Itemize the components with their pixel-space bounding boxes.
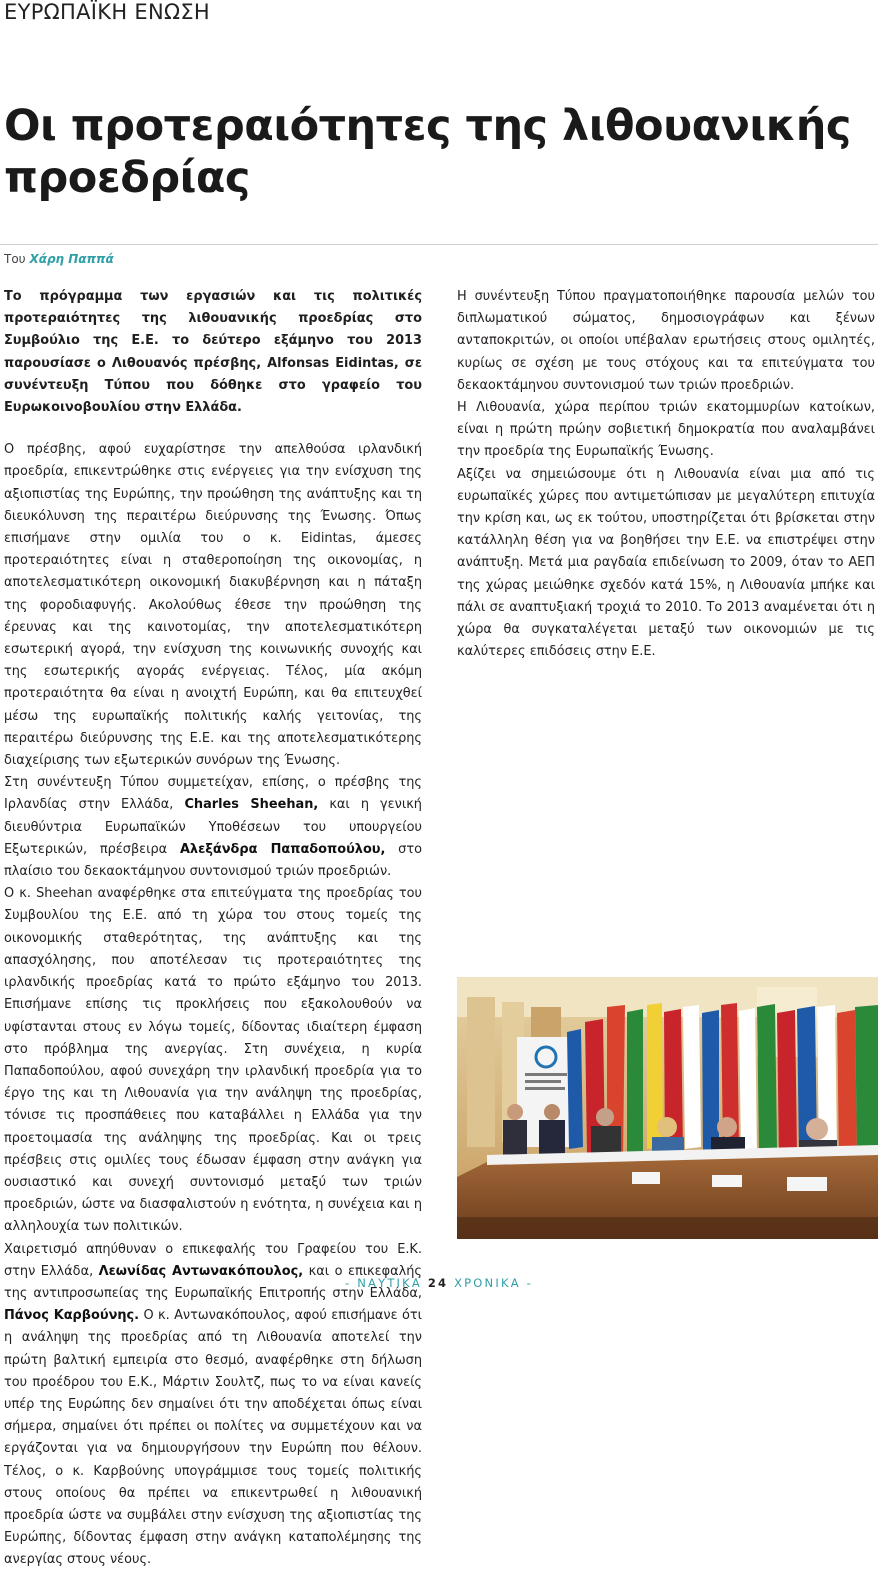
text-run: Ο κ. Αντωνακόπουλος, αφού επισήμανε ότι η ανάληψη της προεδρίας από τη Λιθουανία αποτελεί την πρώτη βαλτική εμπειρία στο θεσμό, αναφέρθηκε στη δήλωση του προέδρου του Ε.Κ., Μάρτιν Σουλτζ, πως το να είναι κανείς υπέρ της Ευρώπης δεν σημαίνει ότι την αποδέχεται όπως είναι σήμερα, σημαίνει ότι πρέπει οι πολίτες να συμμετέχουν και να εργάζονται για να δημιουργήσουν την Ευρώπη που θέλουν. Τέλος, ο κ. Καρβούνης υπογράμμισε τους τομείς πολιτικής στους οποίους θα πρέπει να επικεντρωθεί η λιθουανική προεδρία ώστε να συμβάλει στην ενίσχυση της αξιοπιστίας της Ευρώπης, δίδοντας έμφαση στην ανάγκη καταπολέμησης της ανεργίας στους νέους. <box>4 1308 422 1568</box>
text-run: Στη συνέντευξη Τύπου συμμετείχαν, επίσης, ο πρέσβης της Ιρλανδίας στην Ελλάδα, <box>4 775 422 813</box>
footer-right: ΧΡΟΝΙΚΑ - <box>454 1276 533 1290</box>
paragraph: Η Λιθουανία, χώρα περίπου τριών εκατομμυρίων κατοίκων, είναι η πρώτη πρώην σοβιετική δημοκρατία που αναλαμβάνει την προεδρία της Ευρωπαϊκής Ένωσης. <box>457 400 875 460</box>
paragraph: Αξίζει να σημειώσουμε ότι η Λιθουανία είναι μια από τις ευρωπαϊκές χώρες που αντιμετώπισαν με μεγαλύτερη επιτυχία την κρίση και, ως εκ τούτου, υποστηρίζεται ότι βρίσκεται στην κατάλληλη θέση για να βοηθήσει την Ε.Ε. να επιστρέψει στην ανάπτυξη. Μετά μια ραγδαία επιδείνωση το 2009, όταν το ΑΕΠ της χώρας μειώθηκε σχεδόν κατά 15%, η Λιθουανία μπήκε και πάλι σε αναπτυξιακή τροχιά το 2010. Το 2013 αναμένεται ότι η χώρα θα συγκαταλέγεται μεταξύ των οικονομιών με τις καλύτερες επιδόσεις στην Ε.Ε. <box>457 466 875 660</box>
paragraph: Ο κ. Sheehan αναφέρθηκε στα επιτεύγματα της προεδρίας του Συμβουλίου της Ε.Ε. από τη χώρα του στους τομείς της οικονομικής σταθερότητας, της ανάπτυξης και της απασχόλησης, που αποτέλεσαν τις προτεραιότητες της ιρλανδικής προεδρίας κατά το πρώτο εξάμηνο του 2013. Επισήμανε επίσης τις προκλήσεις που εξακολουθούν να υφίστανται στους εν λόγω τομείς, δίδοντας ιδιαίτερη έμφαση στο πρόβλημα της ανεργίας. Στη συνέχεια, η κυρία Παπαδοπούλου, αφού συνεχάρη την ιρλανδική προεδρία για το έργο της και τη Λιθουανία για την ανάληψη της προεδρίας, τόνισε τις προσπάθειες που καταβάλλει η Ελλάδα για την προετοιμασία της ανάληψης της προεδρίας. Και οι τρεις πρέσβεις στις ομιλίες τους έδωσαν έμφαση στην ανάγκη για ουσιαστικό και συνεχή συντονισμό μεταξύ των τριών προεδριών, ώστε να διασφαλιστούν η ενότητα, η συνέχεια και η αλληλουχία των πολιτικών. <box>4 886 422 1235</box>
footer-left: - ΝΑΥΤΙΚΑ <box>345 1276 422 1290</box>
paragraph: Ο πρέσβης, αφού ευχαρίστησε την απελθούσα ιρλανδική προεδρία, επικεντρώθηκε στις ενέργειες για την ενίσχυση της αξιοπιστίας της Ευρώπης, την προώθηση της ανάπτυξης και τη διευκόλυνση της περαιτέρω διεύρυνσης της Ένωσης. Όπως επισήμανε στην ομιλία του ο κ. Eidintas, άμεσες προτεραιότητες είναι η σταθεροποίηση της οικονομίας, η αποτελεσματικότερη οικονομική διακυβέρνηση και η πάταξη της φοροδιαφυγής. Ακολούθως έθεσε την προώθηση της έρευνας και της καινοτομίας, την αποτελεσματικότερη εσωτερική αγορά, την ενίσχυση της κοινωνικής συνοχής και της εσωτερικής αγοράς ενέργειας. Τέλος, μία ακόμη προτεραιότητα θα είναι η ανοιχτή Ευρώπη, και θα επιτευχθεί μέσω της ευρωπαϊκής πολιτικής καλής γειτονίας, της περαιτέρω διεύρυνσης της Ε.Ε. και της αποτελεσματικότερης διαχείρισης των εξωτερικών συνόρων της Ένωσης. <box>4 442 422 769</box>
paragraph <box>4 772 422 883</box>
press-conference-photo <box>457 977 878 1239</box>
article-title: Οι προτεραιότητες της λιθουανικής προεδρίας <box>4 101 851 203</box>
byline-author: Χάρη Παππά <box>29 252 114 266</box>
text-column-right <box>457 286 875 663</box>
lead-paragraph: Το πρόγραμμα των εργασιών και τις πολιτικές προτεραιότητες της λιθουανικής προεδρίας στο Συμβούλιο της Ε.Ε. το δεύτερο εξάμηνο του 2013 παρουσίασε ο Λιθουανός πρέσβης, Alfonsas Eidintas, σε συνέντευξη Τύπου που δόθηκε στο γραφείο του Ευρωκοινοβουλίου στην Ελλάδα. <box>4 289 422 416</box>
divider <box>0 244 878 245</box>
byline <box>4 252 114 266</box>
text-run: Χαιρετισμό απηύθυναν ο επικεφαλής του Γραφείου του Ε.Κ. στην Ελλάδα, <box>4 1241 422 1279</box>
text-run: στο πλαίσιο του δεκαοκτάμηνου συντονισμού τριών προεδριών. <box>4 841 422 880</box>
person-name: Αλεξάνδρα Παπαδοπούλου, <box>179 841 386 857</box>
person-name: Λεωνίδας Αντωνακόπουλος, <box>98 1263 304 1279</box>
text-column-left <box>4 286 422 1572</box>
person-name: Πάνος Καρβούνης. <box>4 1308 140 1324</box>
paragraph: Η συνέντευξη Τύπου πραγματοποιήθηκε παρουσία μελών του διπλωματικού σώματος, δημοσιογράφων και ξένων ανταποκριτών, οι οποίοι υπέβαλαν ερωτήσεις στους ομιλητές, κυρίως σε σχέση με τους στόχους και τα επιτεύγματα του δεκαοκτάμηνου συντονισμού των τριών προεδριών. <box>457 289 875 393</box>
text-run: και ο επικεφαλής της αντιπροσωπείας της Ευρωπαϊκής Επιτροπής στην Ελλάδα, <box>4 1263 422 1301</box>
section-label: ΕΥΡΩΠΑΪΚΗ ΕΝΩΣΗ <box>4 0 210 24</box>
byline-prefix: Του <box>4 252 26 266</box>
page-footer <box>0 1276 878 1290</box>
person-name: Charles Sheehan, <box>184 797 319 813</box>
text-run: και η γενική διευθύντρια Ευρωπαϊκών Υποθέσεων του υπουργείου Εξωτερικών, πρέσβειρα <box>4 797 422 857</box>
page-number: 24 <box>427 1276 449 1290</box>
